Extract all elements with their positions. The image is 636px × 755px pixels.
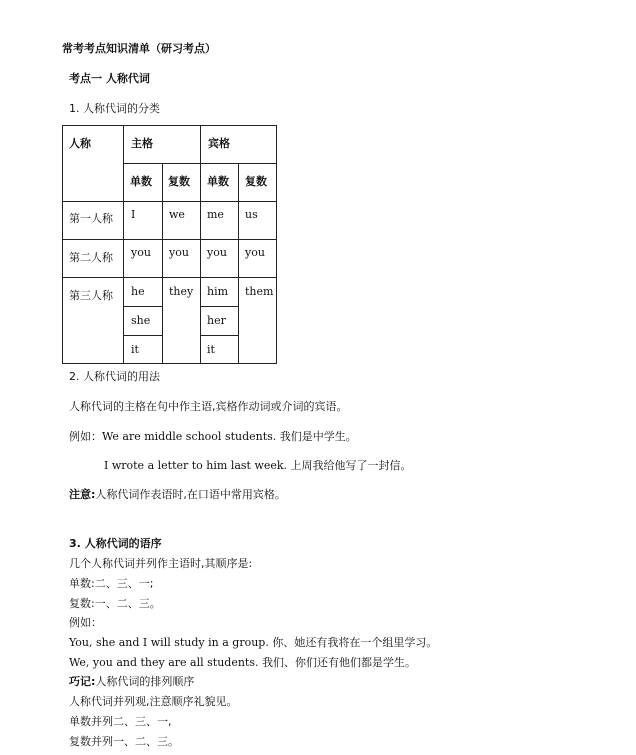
example-sentence-4: We, you and they are all students. 我们、你们还有他们都是学生。 (69, 656, 416, 669)
header-objective: 宾格 (208, 137, 230, 150)
document-title: 常考考点知识清单（研习考点） (62, 42, 216, 55)
row-second-obj-pl: you (245, 246, 265, 259)
header-obj-plural: 复数 (245, 175, 267, 188)
row-third-subj-pl: they (169, 285, 194, 298)
row-third-obj-sg-her: her (207, 314, 226, 327)
example-label: 例如： (69, 430, 102, 443)
row-first-person-label: 第一人称 (69, 212, 113, 225)
pronoun-table (62, 125, 277, 365)
section-three-title: 3. 人称代词的语序 (69, 537, 162, 550)
section-one-title: 1. 人称代词的分类 (69, 102, 160, 115)
row-third-obj-sg-it: it (207, 343, 215, 356)
example-sentence-1: We are middle school students. 我们是中学生。 (102, 430, 357, 443)
row-second-person-label: 第二人称 (69, 251, 113, 264)
header-subj-plural: 复数 (168, 175, 190, 188)
row-first-subj-pl: we (169, 208, 185, 221)
example-sentence-3: You, she and I will study in a group. 你、她还有我将在一个组里学习。 (69, 636, 438, 649)
row-first-subj-sg: I (131, 208, 136, 221)
note-line (69, 486, 286, 502)
row-second-obj-sg: you (207, 246, 227, 259)
order-intro: 几个人称代词并列作主语时,其顺序是: (69, 557, 253, 570)
note-label: 注意: (69, 488, 96, 501)
header-subjective: 主格 (131, 137, 153, 150)
tip-text: 人称代词的排列顺序 (95, 675, 195, 688)
row-third-person-label: 第三人称 (69, 289, 113, 302)
rhyme-line-2: 单数并列二、三、一, (69, 715, 172, 728)
order-singular: 单数:二、三、一; (69, 577, 154, 590)
header-obj-singular: 单数 (207, 175, 229, 188)
row-second-subj-pl: you (169, 246, 189, 259)
section-two-title: 2. 人称代词的用法 (69, 370, 160, 383)
tip-label: 巧记: (69, 675, 96, 688)
note-text: 人称代词作表语时,在口语中常用宾格。 (95, 488, 286, 501)
header-subj-singular: 单数 (130, 175, 152, 188)
row-third-obj-pl: them (245, 285, 274, 298)
rhyme-line-1: 人称代词并列观,注意顺序礼貌见。 (69, 695, 238, 708)
rhyme-line-3: 复数并列一、二、三。 (69, 735, 179, 748)
row-third-obj-sg-him: him (207, 285, 229, 298)
order-plural: 复数:一、二、三。 (69, 597, 161, 610)
row-second-subj-sg: you (131, 246, 151, 259)
table-grid-lines (62, 125, 277, 365)
row-third-subj-sg-he: he (131, 285, 145, 298)
example-label-2: 例如： (69, 616, 102, 629)
usage-text: 人称代词的主格在句中作主语,宾格作动词或介词的宾语。 (69, 400, 348, 413)
row-third-subj-sg-it: it (131, 343, 139, 356)
row-first-obj-pl: us (245, 208, 258, 221)
point-one-title: 考点一 人称代词 (69, 72, 150, 85)
tip-line (69, 673, 194, 689)
row-first-obj-sg: me (207, 208, 224, 221)
example-line-1 (69, 428, 357, 444)
example-sentence-2: I wrote a letter to him last week. 上周我给他写了一封信。 (104, 459, 412, 472)
header-person: 人称 (69, 137, 91, 150)
row-third-subj-sg-she: she (131, 314, 151, 327)
